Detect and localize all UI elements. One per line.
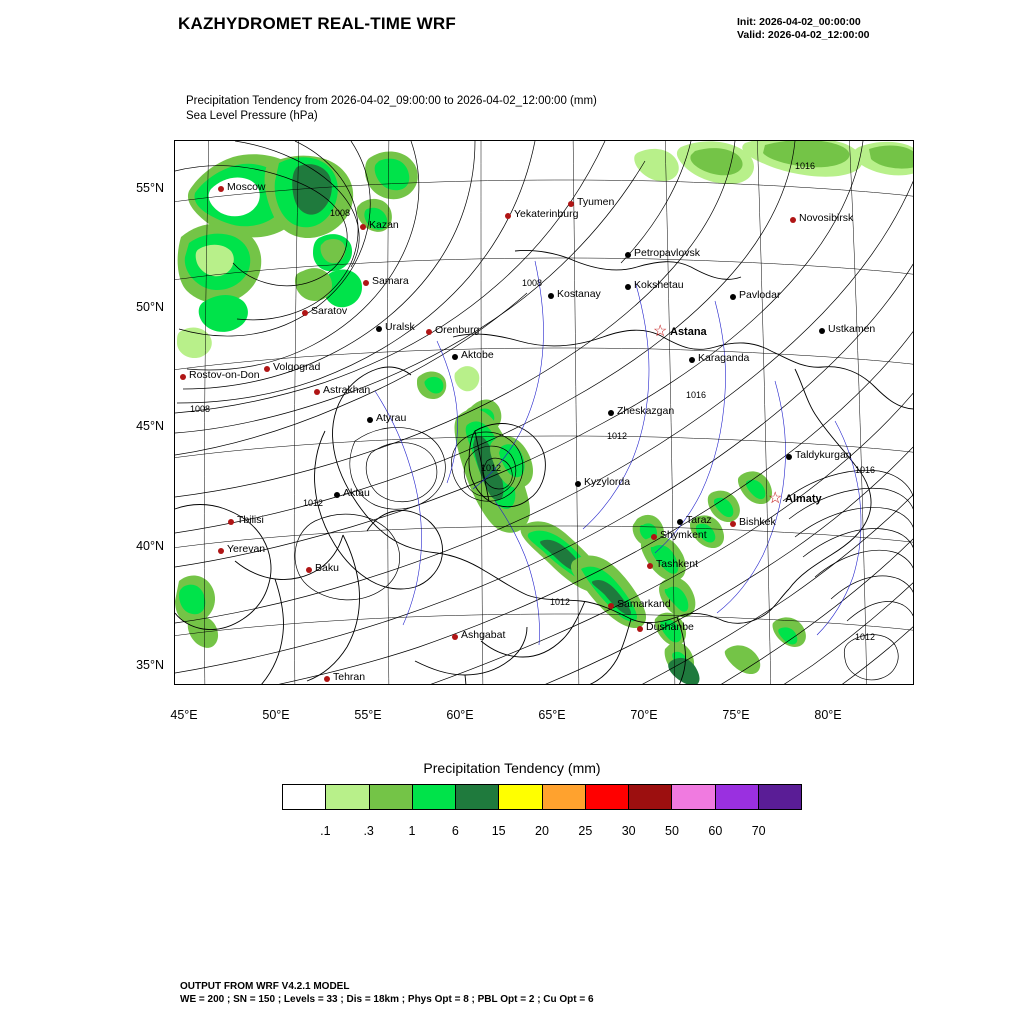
city-marker bbox=[376, 326, 382, 332]
city-label: Taraz bbox=[686, 514, 712, 526]
colorbar-tick-.1: .1 bbox=[320, 824, 331, 838]
city-label: Zheskazgan bbox=[617, 405, 675, 417]
caption-slp: Sea Level Pressure (hPa) bbox=[186, 110, 318, 122]
city-marker bbox=[452, 634, 458, 640]
caption-precip: Precipitation Tendency from 2026-04-02_09:00:00 to 2026-04-02_12:00:00 (mm) bbox=[186, 95, 597, 107]
city-label: Pavlodar bbox=[739, 289, 781, 301]
colorbar-swatch-9 bbox=[671, 785, 714, 809]
colorbar-tick-50: 50 bbox=[665, 824, 679, 838]
isobar-label: 1008 bbox=[190, 404, 211, 414]
lon-label-70: 70°E bbox=[630, 708, 658, 722]
city-label: Rostov-on-Don bbox=[189, 369, 260, 381]
colorbar-tick-70: 70 bbox=[751, 824, 766, 838]
colorbar-tick-.3: .3 bbox=[363, 824, 374, 838]
city-marker bbox=[218, 186, 224, 192]
city-marker bbox=[452, 354, 458, 360]
lon-label-65: 65°E bbox=[538, 708, 566, 722]
isobar-label: 1012 bbox=[855, 632, 876, 642]
city-marker bbox=[637, 626, 643, 632]
city-marker bbox=[568, 201, 574, 207]
city-label: Uralsk bbox=[385, 321, 415, 333]
colorbar-swatch-10 bbox=[715, 785, 758, 809]
city-marker bbox=[334, 492, 340, 498]
city-label: Karaganda bbox=[698, 352, 750, 364]
colorbar-swatch-11 bbox=[758, 785, 801, 809]
city-label: Samara bbox=[372, 275, 409, 287]
footer-line-1: OUTPUT FROM WRF V4.2.1 MODEL bbox=[180, 981, 350, 992]
city-label: Ashgabat bbox=[461, 629, 506, 641]
city-marker bbox=[218, 548, 224, 554]
city-marker bbox=[367, 417, 373, 423]
city-label: Atyrau bbox=[376, 412, 407, 424]
city-label: Saratov bbox=[311, 305, 348, 317]
city-label: Shymkent bbox=[660, 529, 707, 541]
city-marker bbox=[651, 534, 657, 540]
city-label: Tbilisi bbox=[237, 514, 264, 526]
isobar-label: 1012 bbox=[303, 498, 324, 508]
init-time: Init: 2026-04-02_00:00:00 bbox=[737, 16, 861, 28]
city-marker bbox=[180, 374, 186, 380]
city-marker bbox=[790, 217, 796, 223]
city-marker bbox=[264, 366, 270, 372]
city-label: Aktobe bbox=[461, 349, 494, 361]
lon-label-50: 50°E bbox=[262, 708, 290, 722]
city-label: Petropavlovsk bbox=[634, 247, 700, 259]
colorbar-title: Precipitation Tendency (mm) bbox=[423, 760, 601, 776]
city-label: Ustkamen bbox=[828, 323, 876, 335]
city-marker bbox=[302, 310, 308, 316]
city-marker bbox=[677, 519, 683, 525]
city-marker bbox=[426, 329, 432, 335]
city-marker bbox=[314, 389, 320, 395]
city-marker bbox=[625, 252, 631, 258]
lon-label-80: 80°E bbox=[814, 708, 842, 722]
capital-star-icon: ☆ bbox=[653, 323, 668, 340]
city-label: Baku bbox=[315, 562, 339, 574]
colorbar-swatch-5 bbox=[498, 785, 541, 809]
city-marker bbox=[689, 357, 695, 363]
city-marker bbox=[360, 224, 366, 230]
page-title: KAZHYDROMET REAL-TIME WRF bbox=[178, 14, 456, 33]
capital-label: Astana bbox=[670, 326, 707, 338]
lon-label-45: 45°E bbox=[170, 708, 198, 722]
city-label: Orenburg bbox=[435, 324, 480, 336]
colorbar-swatch-4 bbox=[455, 785, 498, 809]
colorbar-swatch-2 bbox=[369, 785, 412, 809]
isobar-label: 1012 bbox=[481, 463, 502, 473]
lon-label-60: 60°E bbox=[446, 708, 474, 722]
footer-line-2: WE = 200 ; SN = 150 ; Levels = 33 ; Dis = 18km ; Phys Opt = 8 ; PBL Opt = 2 ; Cu Opt = 6 bbox=[180, 994, 594, 1005]
model-footer bbox=[180, 980, 594, 1006]
isobar-label: 1016 bbox=[855, 465, 876, 475]
lon-label-75: 75°E bbox=[722, 708, 750, 722]
capital-label: Almaty bbox=[785, 493, 822, 505]
isobar-label: 1012 bbox=[550, 597, 571, 607]
city-marker bbox=[819, 328, 825, 334]
city-marker bbox=[363, 280, 369, 286]
colorbar-swatch-7 bbox=[585, 785, 628, 809]
lon-label-55: 55°E bbox=[354, 708, 382, 722]
colorbar-tick-30: 30 bbox=[621, 824, 636, 838]
colorbar-ticks bbox=[282, 824, 802, 844]
city-label: Tashkent bbox=[656, 558, 699, 570]
colorbar-swatch-6 bbox=[542, 785, 585, 809]
colorbar-tick-20: 20 bbox=[535, 824, 549, 838]
colorbar-tick-6: 6 bbox=[451, 824, 459, 838]
city-marker bbox=[306, 567, 312, 573]
city-marker bbox=[505, 213, 511, 219]
isobar-label: 1016 bbox=[795, 161, 816, 171]
city-label: Tehran bbox=[333, 671, 366, 683]
colorbar-swatch-8 bbox=[628, 785, 671, 809]
city-marker bbox=[786, 454, 792, 460]
city-label: Kostanay bbox=[557, 288, 601, 300]
colorbar bbox=[282, 784, 802, 810]
lat-label-50: 50°N bbox=[136, 300, 164, 314]
city-marker bbox=[324, 676, 330, 682]
city-label: Kokshetau bbox=[634, 279, 684, 291]
colorbar-swatch-3 bbox=[412, 785, 455, 809]
city-marker bbox=[730, 521, 736, 527]
city-label: Tyumen bbox=[577, 196, 615, 208]
isobar-label: 1012 bbox=[607, 431, 628, 441]
colorbar-swatch-0 bbox=[283, 785, 325, 809]
colorbar-tick-25: 25 bbox=[578, 824, 593, 838]
city-label: Yekaterinburg bbox=[514, 208, 579, 220]
isobar-label: 1016 bbox=[686, 390, 707, 400]
city-label: Moscow bbox=[227, 181, 266, 193]
city-label: Yerevan bbox=[227, 543, 266, 555]
lat-label-40: 40°N bbox=[136, 539, 164, 553]
lat-label-55: 55°N bbox=[136, 181, 164, 195]
city-label: Dushanbe bbox=[646, 621, 694, 633]
colorbar-swatch-1 bbox=[325, 785, 368, 809]
city-marker bbox=[228, 519, 234, 525]
isobar-label: 1008 bbox=[330, 208, 351, 218]
city-marker bbox=[548, 293, 554, 299]
city-label: Volgograd bbox=[273, 361, 321, 373]
colorbar-tick-60: 60 bbox=[708, 824, 723, 838]
city-marker bbox=[608, 410, 614, 416]
city-label: Kazan bbox=[369, 219, 399, 231]
city-label: Aktau bbox=[343, 487, 370, 499]
colorbar-tick-15: 15 bbox=[491, 824, 506, 838]
city-label: Kyzylorda bbox=[584, 476, 631, 488]
city-marker bbox=[647, 563, 653, 569]
city-marker bbox=[608, 603, 614, 609]
city-label: Taldykurgan bbox=[795, 449, 852, 461]
lat-label-35: 35°N bbox=[136, 658, 164, 672]
city-marker bbox=[575, 481, 581, 487]
isobar-label: 1008 bbox=[522, 278, 543, 288]
city-marker bbox=[625, 284, 631, 290]
colorbar-tick-1: 1 bbox=[408, 824, 416, 838]
city-label: Astrakhan bbox=[323, 384, 371, 396]
valid-time: Valid: 2026-04-02_12:00:00 bbox=[737, 29, 870, 41]
capital-star-icon: ☆ bbox=[768, 490, 783, 507]
city-label: Bishkek bbox=[739, 516, 776, 528]
city-label: Samarkand bbox=[617, 598, 671, 610]
city-label: Novosibirsk bbox=[799, 212, 854, 224]
city-marker bbox=[730, 294, 736, 300]
lat-label-45: 45°N bbox=[136, 419, 164, 433]
